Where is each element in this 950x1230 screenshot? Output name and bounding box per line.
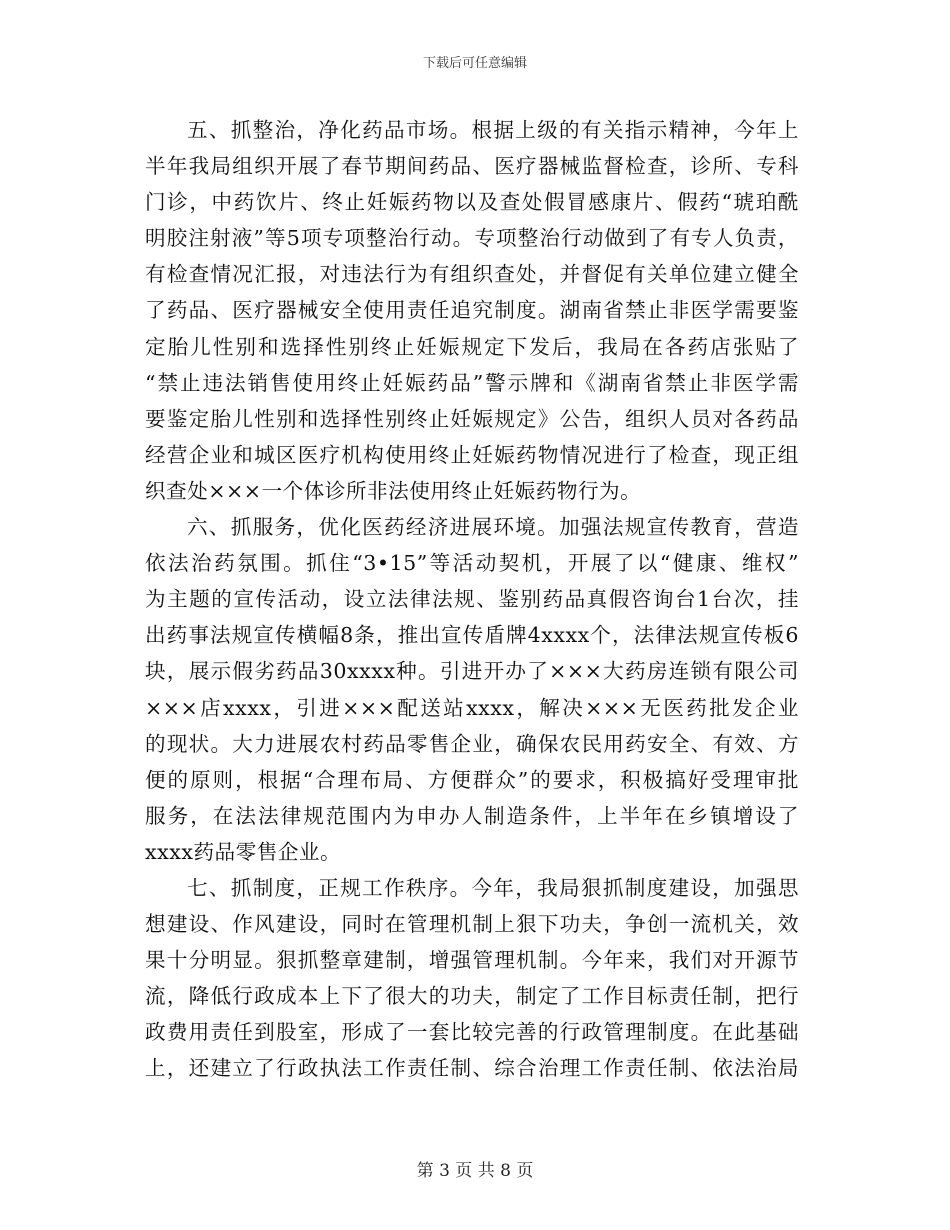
paragraph-line: 块，展示假劣药品30xxxx种。引进开办了×××大药房连锁有限公司 <box>145 659 799 684</box>
paragraph-line: 半年我局组织开展了春节期间药品、医疗器械监督检查，诊所、专科 <box>145 154 799 179</box>
paragraph-line: 经营企业和城区医疗机构使用终止妊娠药物情况进行了检查，现正组 <box>145 442 799 467</box>
paragraph-line: 要鉴定胎儿性别和选择性别终止妊娠规定》公告，组织人员对各药品 <box>145 406 799 431</box>
paragraph-line: 上，还建立了行政执法工作责任制、综合治理工作责任制、依法治局 <box>145 1056 799 1081</box>
paragraph-line: “禁止违法销售使用终止妊娠药品”警示牌和《湖南省禁止非医学需 <box>145 370 799 395</box>
paragraph-line: 为主题的宣传活动，设立法律法规、鉴别药品真假咨询台1台次，挂 <box>145 587 799 612</box>
paragraph-line: 了药品、医疗器械安全使用责任追究制度。湖南省禁止非医学需要鉴 <box>145 298 799 323</box>
paragraph-line: 想建设、作风建设，同时在管理机制上狠下功夫，争创一流机关，效 <box>145 912 799 937</box>
paragraph-line: ×××店xxxx，引进×××配送站xxxx，解决×××无医药批发企业 <box>145 695 799 720</box>
paragraph-line: 门诊，中药饮片、终止妊娠药物以及查处假冒感康片、假药“琥珀酰 <box>145 190 799 215</box>
paragraph-line: 便的原则，根据“合理布局、方便群众”的要求，积极搞好受理审批 <box>145 767 799 792</box>
paragraph-line: 七、抓制度，正规工作秩序。今年，我局狠抓制度建设，加强思 <box>187 875 799 900</box>
page-header: 下载后可任意编辑 <box>422 56 527 71</box>
paragraph-line: 果十分明显。狠抓整章建制，增强管理机制。今年来，我们对开源节 <box>145 948 799 973</box>
paragraph-line: 五、抓整治，净化药品市场。根据上级的有关指示精神，今年上 <box>187 118 799 142</box>
page-number-footer: 第 3 页 共 8 页 <box>416 1161 534 1181</box>
paragraph-line: 织查处×××一个体诊所非法使用终止妊娠药物行为。 <box>145 478 642 503</box>
paragraph-line: 服务，在法法律规范围内为申办人制造条件，上半年在乡镇增设了 <box>145 803 799 828</box>
paragraph-line: 定胎儿性别和选择性别终止妊娠规定下发后，我局在各药店张贴了 <box>145 334 799 359</box>
paragraph-line: 出药事法规宣传横幅8条，推出宣传盾牌4xxxx个，法律法规宣传板6 <box>145 623 799 648</box>
paragraph-line: 政费用责任到股室，形成了一套比较完善的行政管理制度。在此基础 <box>145 1020 799 1045</box>
paragraph-line: 流，降低行政成本上下了很大的功夫，制定了工作目标责任制，把行 <box>145 984 799 1009</box>
paragraph-line: 六、抓服务，优化医药经济进展环境。加强法规宣传教育，营造 <box>187 515 799 540</box>
paragraph-line: 有检查情况汇报，对违法行为有组织查处，并督促有关单位建立健全 <box>145 262 799 287</box>
paragraph-line: 依法治药氛围。抓住“3•15”等活动契机，开展了以“健康、维权” <box>145 551 799 576</box>
paragraph-line: 明胶注射液”等5项专项整治行动。专项整治行动做到了有专人负责， <box>145 226 799 251</box>
paragraph-line: xxxx药品零售企业。 <box>145 839 342 864</box>
document-body <box>145 112 799 1087</box>
paragraph-line: 的现状。大力进展农村药品零售企业，确保农民用药安全、有效、方 <box>145 731 799 756</box>
